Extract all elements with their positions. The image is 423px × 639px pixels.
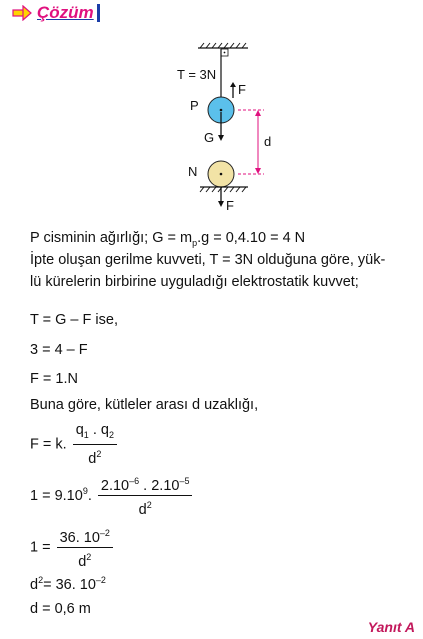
answer-label: Yanıt A bbox=[367, 619, 415, 635]
solution-header bbox=[12, 4, 100, 22]
p-label: P bbox=[190, 98, 199, 113]
equation-1: T = G – F ise, bbox=[30, 312, 118, 328]
n-label: N bbox=[188, 164, 198, 179]
simplified-fraction: $\frac{36. 10^{-2}}{d^2}$ bbox=[57, 525, 113, 570]
substitution-fraction: $\frac{2.10^{-6} . 2.10^{-5}}{d^2}$ bbox=[98, 473, 193, 518]
force-intro-line: lü kürelerin birbirine uyguladığı elektrostatik kuvvet; bbox=[30, 274, 359, 290]
equation-5: $1 = 9.10^9$. $\frac{2.10^{-6} . 2.10^{-5}}{d^2}$ bbox=[30, 473, 192, 518]
equation-6: 1 = $\frac{36. 10^{-2}}{d^2}$ bbox=[30, 525, 113, 570]
arrow-right-icon bbox=[12, 5, 32, 21]
equation-7: $d^2= 36$. $10^{-2}$ bbox=[30, 575, 106, 593]
equation-3: F = 1.N bbox=[30, 371, 78, 387]
weight-line: P cisminin ağırlığı; $G = m_p.g = 0,4.10 = 4$ N bbox=[30, 230, 306, 248]
coulomb-fraction: $\frac{q_1 . q_2}{d^2}$ bbox=[73, 422, 117, 467]
equation-2: 3 = 4 – F bbox=[30, 342, 88, 358]
physics-diagram bbox=[160, 40, 290, 220]
g-label: G bbox=[204, 130, 215, 145]
tension-line: İpte oluşan gerilme kuvveti, T = 3N olduğuna göre, yük- bbox=[30, 252, 386, 268]
force-label-top: F bbox=[238, 82, 246, 97]
distance-label: d bbox=[264, 134, 272, 149]
distance-intro-line: Buna göre, kütleler arası d uzaklığı, bbox=[30, 397, 259, 413]
force-label-bottom: F bbox=[226, 198, 234, 213]
equation-4: F = k. $\frac{q_1 . q_2}{d^2}$ bbox=[30, 422, 117, 467]
result-line: d = 0,6 m bbox=[30, 601, 91, 617]
tension-label: T = 3N bbox=[177, 67, 217, 82]
solution-title: Çözüm bbox=[34, 4, 100, 22]
